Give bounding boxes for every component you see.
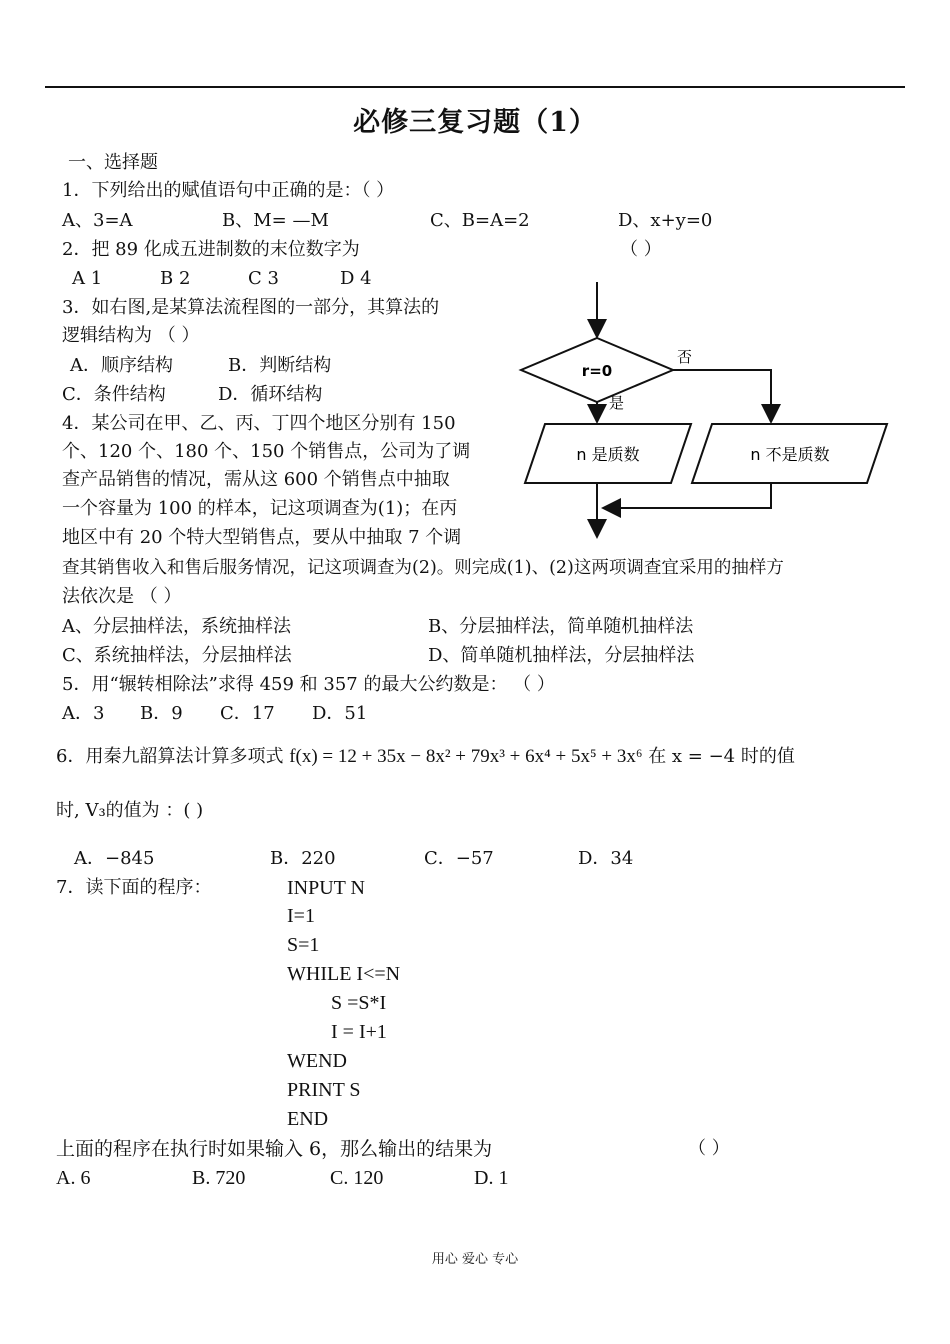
section-heading: 一、选择题: [68, 152, 158, 173]
q3-stem-line2: 逻辑结构为 （ ）: [62, 325, 200, 346]
decision-condition: r=0: [581, 362, 613, 380]
program-line-4: WHILE I<=N: [287, 963, 401, 985]
q4-option-a: A、分层抽样法，系统抽样法: [62, 616, 291, 637]
q4-line6: 查其销售收入和售后服务情况，记这项调查为(2)。则完成(1)、(2)这两项调查宜采用的抽样方: [62, 558, 784, 578]
q4-line5: 地区中有 20 个特大型销售点，要从中抽取 7 个调: [62, 527, 462, 548]
q6-polynomial: f(x) = 12 + 35x − 8x² + 79x³ + 6x⁴ + 5x⁵ + 3x⁶: [289, 746, 643, 767]
q1-option-a: A、3=A: [62, 210, 133, 231]
q4-option-c: C、系统抽样法，分层抽样法: [62, 645, 292, 666]
q5-option-c: C．17: [220, 703, 275, 724]
yes-box-text: n 是质数: [576, 445, 640, 464]
program-line-1: INPUT N: [287, 877, 365, 899]
q6-suffix: 在 x = −4 时的值: [648, 746, 795, 767]
flowchart: [505, 280, 900, 540]
no-box-text: n 不是质数: [750, 445, 830, 464]
q2-option-a: A 1: [72, 268, 103, 289]
program-line-3: S=1: [287, 934, 320, 956]
program-line-8: PRINT S: [287, 1079, 361, 1101]
page-footer: 用心 爱心 专心: [431, 1252, 519, 1267]
q4-line1: 4．某公司在甲、乙、丙、丁四个地区分别有 150: [62, 413, 456, 434]
q7-option-a: A. 6: [56, 1167, 91, 1189]
header-rule: [45, 86, 905, 88]
q4-line2: 个、120 个、180 个、150 个销售点，公司为了调: [62, 441, 471, 462]
q6-prefix: 6．用秦九韶算法计算多项式: [56, 746, 284, 767]
page-title: 必修三复习题（1）: [353, 107, 597, 138]
q2-option-b: B 2: [160, 268, 191, 289]
q3-stem-line1: 3．如右图,是某算法流程图的一部分，其算法的: [62, 297, 440, 318]
program-line-6: I = I+1: [331, 1021, 387, 1043]
q7-paren: （ ）: [688, 1138, 730, 1159]
q2-option-c: C 3: [248, 268, 279, 289]
q1-stem: 1．下列给出的赋值语句中正确的是：（ ）: [62, 180, 395, 201]
q6-option-c: C．−57: [424, 848, 494, 869]
q6-option-b: B．220: [270, 848, 336, 869]
q6-option-a: A．−845: [74, 848, 155, 869]
q4-line7: 法依次是 （ ）: [62, 586, 182, 607]
no-label: 否: [677, 348, 693, 366]
q7-stem: 7．读下面的程序：: [56, 877, 212, 898]
q4-option-b: B、分层抽样法，简单随机抽样法: [428, 616, 694, 637]
q3-option-c: C．条件结构: [62, 384, 166, 405]
q6-option-d: D．34: [578, 848, 634, 869]
program-line-5: S =S*I: [331, 992, 387, 1014]
q3-option-d: D．循环结构: [218, 384, 323, 405]
q6-line2: 时, V₃的值为 ：( ): [56, 800, 204, 821]
q7-question: 上面的程序在执行时如果输入 6，那么输出的结果为: [56, 1138, 493, 1160]
q1-option-d: D、x+y=0: [618, 210, 713, 231]
q2-option-d: D 4: [340, 268, 372, 289]
q4-line3: 查产品销售的情况，需从这 600 个销售点中抽取: [62, 469, 450, 490]
q3-option-b: B．判断结构: [228, 355, 332, 376]
program-line-2: I=1: [287, 905, 315, 927]
q3-option-a: A．顺序结构: [70, 355, 173, 376]
q7-option-b: B. 720: [192, 1167, 246, 1189]
q5-option-b: B．9: [140, 703, 183, 724]
yes-label: 是: [609, 394, 625, 412]
q6-line1: [56, 746, 795, 768]
q2-stem: 2．把 89 化成五进制数的末位数字为: [62, 239, 360, 260]
q7-option-c: C. 120: [330, 1167, 384, 1189]
no-branch-arrow: [673, 370, 771, 420]
q5-option-d: D．51: [312, 703, 368, 724]
merge-arrow: [605, 483, 771, 508]
q4-option-d: D、简单随机抽样法，分层抽样法: [428, 645, 695, 666]
program-line-9: END: [287, 1108, 329, 1130]
q5-option-a: A．3: [62, 703, 105, 724]
q2-paren: （ ）: [620, 239, 662, 260]
q1-option-b: B、M= —M: [222, 210, 329, 231]
q5-stem: 5．用“辗转相除法”求得 459 和 357 的最大公约数是： （ ）: [62, 674, 555, 695]
q4-line4: 一个容量为 100 的样本，记这项调查为(1)；在丙: [62, 498, 458, 519]
q1-option-c: C、B=A=2: [430, 210, 530, 231]
q7-option-d: D. 1: [474, 1167, 509, 1189]
program-line-7: WEND: [287, 1050, 347, 1072]
